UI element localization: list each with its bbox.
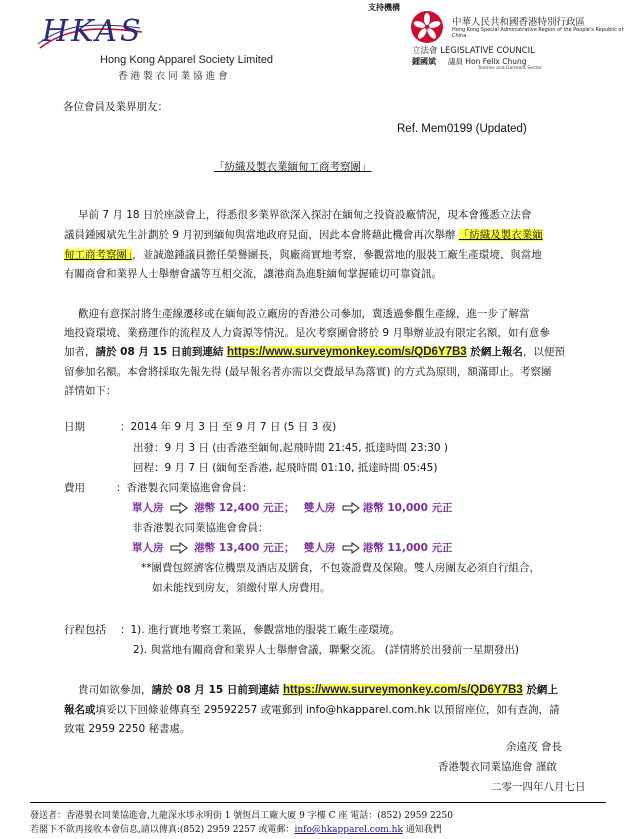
salutation: 各位會員及業界朋友： — [63, 101, 168, 113]
gov-name-cn: 中華人民共和國香港特別行政區 — [452, 17, 586, 28]
member-name-cn: 鍾國斌 — [412, 57, 436, 66]
p2-line3-text: 加者， — [64, 346, 96, 358]
p2-line4: 留參加名額。本會將採取先報先得 (最早報名者亦需以交費最早為落實) 的方式為原則，額滿即止。考察團 — [64, 366, 552, 378]
date-value: ：2014 年 9 月 3 日 至 9 月 7 日 (5 日 3 夜) — [120, 421, 337, 433]
arrow-right-icon — [342, 502, 360, 514]
p1-title-highlight-b: 甸工商考察團」 — [64, 249, 133, 261]
p2-line2: 地投資環境、業務運作的流程及人力資源等情況。是次考察團會將於 9 月舉辦並設有限定名額，如有意參 — [64, 327, 550, 339]
footer-line2-end: 通知我們 — [402, 825, 442, 835]
member-single-room: 單人房 — [132, 502, 164, 514]
footer-divider — [30, 802, 606, 803]
p2-line3-end: ，以便預 — [522, 346, 565, 358]
p1-line3-text: ，並誠邀鍾議員擔任榮譽團長，與廠商實地考察，參觀當地的服裝工廠生產環境、與當地 — [132, 249, 542, 261]
arrow-right-icon — [170, 502, 188, 514]
p2-line1: 歡迎有意探討將生產線遷移或在緬甸設立廠房的香港公司參加，冀透過參觀生產線，進一步了解當 — [78, 308, 530, 320]
p1-line1: 早前 7 月 18 日於座談會上，得悉很多業界欲深入探討在緬甸之投資設廠情況，現本會獲悉立法會 — [78, 209, 532, 221]
support-label: 支持機構 — [368, 3, 400, 12]
member-double-room: 雙人房 — [303, 502, 336, 514]
letter-title: 「紡織及製衣業緬甸工商考察團」 — [214, 161, 372, 173]
arrow-right-icon — [342, 542, 360, 554]
nonmember-fee-label: 非香港製衣同業協進會會員： — [132, 522, 269, 534]
footer-line1: 發送者：香港製衣同業協進會,九龍深水埗永明街 1 號恆昌工廠大廈 9 字樓 C 座 電話：(852) 2959 2250 — [30, 811, 453, 821]
p1-line4: 有關商會和業界人士舉辦會議等互相交流，讓港商為進駐緬甸掌握確切可靠資訊。 — [64, 268, 442, 280]
signature-date: 二零一四年八月七日 — [491, 781, 586, 793]
p2-deadline: 請於 08 月 15 日前到連結 — [95, 346, 228, 358]
nonmember-fee-row — [132, 540, 453, 557]
arrow-right-icon — [170, 542, 188, 554]
member-single-price: 港幣 12,400 元正； — [194, 502, 295, 514]
hksar-emblem — [410, 10, 444, 44]
itinerary-item-1: ：1). 進行實地考察工業區，參觀當地的服裝工廠生產環境。 — [120, 624, 400, 636]
closing-deadline: 請於 08 月 15 日前到連結 — [151, 684, 284, 696]
footer-line2 — [30, 822, 442, 835]
closing-register-online: 於網上 — [522, 684, 558, 696]
p1-title-highlight-a: 「紡織及製衣業緬 — [458, 229, 543, 241]
itinerary-item-2: 2). 與當地有關商會和業界人士舉辦會議，聯繫交流。 (詳情將於出發前一星期發出) — [133, 644, 519, 656]
gov-name-en: Hong Kong Special Administrative Region of the People's Republic of China — [452, 27, 624, 39]
closing-line2-text: 填妥以下回條並傳真至 29592257 或電郵到 info@hkapparel.com.hk 以預留座位，如有查詢，請 — [95, 704, 560, 716]
footer-email-link[interactable]: info@hkapparel.com.hk — [294, 825, 403, 835]
footer-line2-text: 若閣下不欲再接收本會信息,請以傳真:(852) 2959 2257 或電郵： — [30, 825, 295, 835]
closing-line1 — [78, 682, 558, 699]
closing-line3: 致電 2959 2250 秘書處。 — [64, 723, 191, 735]
society-name-cn: 香 港 製 衣 同 業 協 進 會 — [118, 71, 228, 82]
closing-survey-link[interactable]: https://www.surveymonkey.com/s/QD6Y7B3 — [283, 684, 523, 696]
nonmember-single-price: 港幣 13,400 元正； — [194, 542, 295, 554]
fee-label: 費用 — [64, 482, 85, 494]
nonmember-double-price: 港幣 11,000 元正 — [362, 542, 453, 554]
signature-org: 香港製衣同業協進會 謹啟 — [438, 761, 557, 773]
closing-register-or: 報名或 — [64, 704, 96, 716]
member-fee-label: ：香港製衣同業協進會會員： — [116, 482, 253, 494]
legco-name: 立法會 LEGISLATIVE COUNCIL — [412, 46, 535, 56]
p1-line2 — [64, 227, 543, 244]
itinerary-label: 行程包括 — [64, 624, 106, 636]
p2-line5: 詳情如下： — [64, 385, 117, 397]
p2-line3 — [64, 344, 565, 361]
fee-note-1: **團費包經濟客位機票及酒店及膳食，不包簽證費及保險。雙人房團友必須自行組合， — [141, 562, 540, 574]
nonmember-single-room: 單人房 — [132, 542, 164, 554]
p2-register-online: 於網上報名 — [466, 346, 523, 358]
p1-line3 — [64, 247, 542, 264]
member-sector: Textiles and Garment Sector — [478, 66, 542, 71]
p1-line2-text: 議員鍾國斌先生計劃於 9 月初到緬甸與當地政府見面，因此本會將藉此機會再次舉辦 — [64, 229, 459, 241]
logo-letters: HKAS — [42, 14, 144, 49]
closing-line1-text: 貴司如欲參加， — [78, 684, 152, 696]
member-double-price: 港幣 10,000 元正 — [362, 502, 453, 514]
member-fee-row — [132, 500, 453, 517]
return-info: 回程：9 月 7 日 (緬甸至香港, 起飛時間 01:10, 抵達時間 05:45) — [133, 462, 438, 474]
p2-survey-link[interactable]: https://www.surveymonkey.com/s/QD6Y7B3 — [227, 346, 467, 358]
nonmember-double-room: 雙人房 — [303, 542, 336, 554]
society-name-en: Hong Kong Apparel Society Limited — [100, 54, 274, 66]
date-label: 日期 — [64, 421, 85, 433]
closing-line2 — [64, 702, 560, 719]
fee-note-2: 如未能找到房友，須繳付單人房費用。 — [152, 582, 331, 594]
member-title: 議員 Hon Felix Chung — [448, 57, 527, 66]
depart-info: 出發：9 月 3 日 (由香港至緬甸,起飛時間 21:45, 抵達時間 23:30 ) — [133, 442, 448, 454]
bauhinia-icon — [410, 10, 444, 44]
signature-name: 余遠茂 會長 — [506, 741, 562, 753]
reference-number: Ref. Mem0199 (Updated) — [397, 123, 527, 135]
